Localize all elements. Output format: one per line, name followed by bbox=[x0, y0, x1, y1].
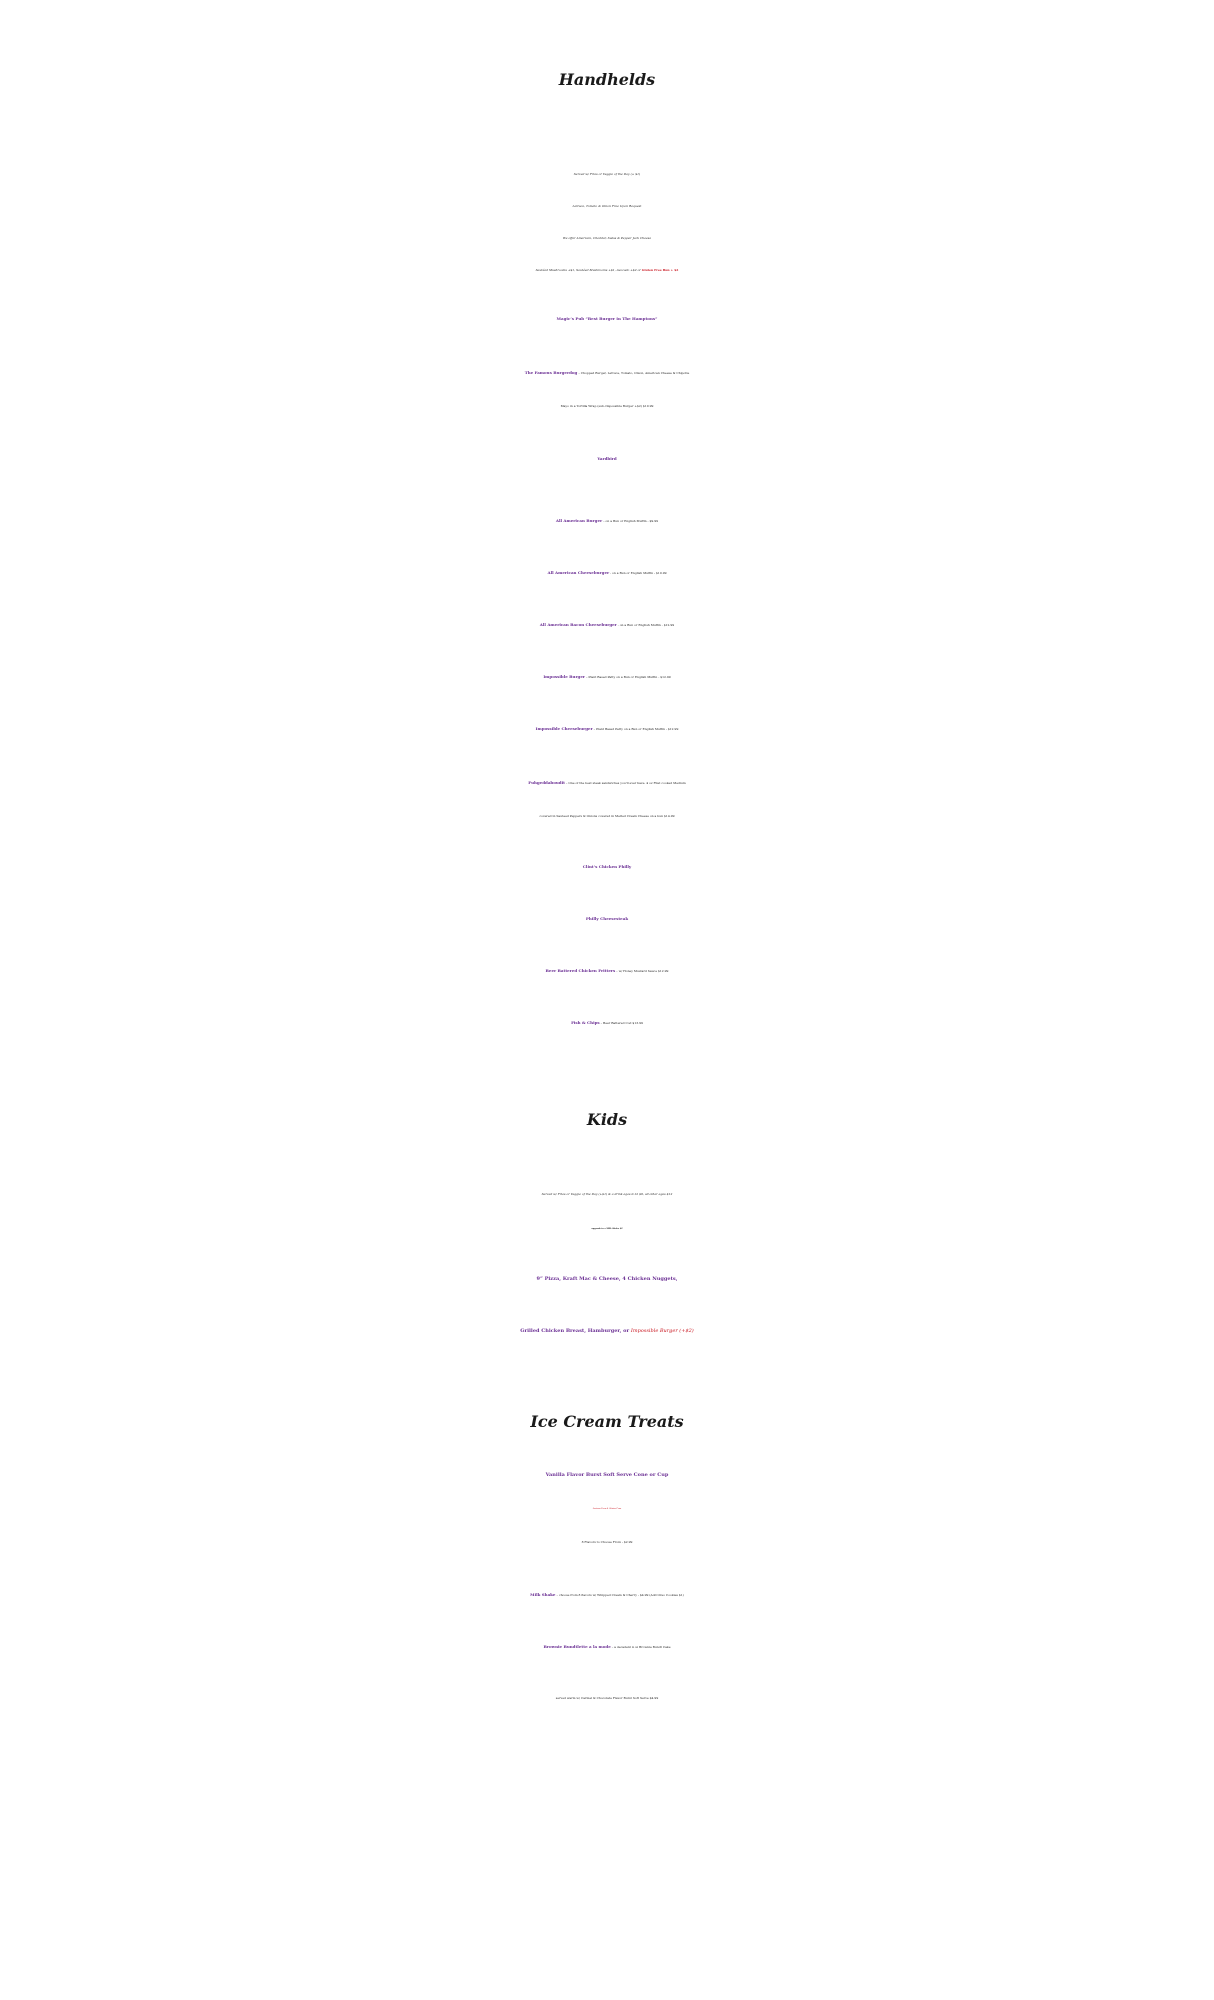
item-name: All American Cheeseburger bbox=[547, 570, 610, 575]
item-desc: - on a Bun or English Muffin - $12.99 bbox=[616, 623, 675, 627]
kids-upgrade: upgrade to a Milk Shake $2 bbox=[591, 1228, 623, 1230]
gluten-free-bun-note: Gluten Free Bun + $2 bbox=[641, 268, 679, 272]
menu-item-best-burger bbox=[0, 316, 1214, 321]
footer-line-4 bbox=[0, 1886, 1214, 1914]
footer-line-3 bbox=[0, 1858, 1214, 1886]
menu-item-clints-chicken-philly bbox=[0, 864, 1214, 869]
addons-text: Sautéed Mushrooms +$1, Sautéed Mushrooms +$1, Avocado +$2 or bbox=[535, 268, 642, 272]
item-desc: – on a Bun or English Muffin - $9.99 bbox=[602, 519, 659, 523]
handhelds-title: Handhelds bbox=[558, 70, 656, 89]
item-desc: – Plant Based Patty on a Bun or English Muffin - $12.99 bbox=[592, 727, 679, 731]
handhelds-intro-3: We offer American, Cheddar, Swiss & Pepper Jack Cheese bbox=[562, 236, 652, 240]
item-desc: – choose from 8 flavors w/ Whipped Cream & Cherry - $4.99 (Add Oreo Cookies $1) bbox=[555, 1593, 684, 1597]
menu-item-milk-shake bbox=[0, 1592, 1214, 1597]
footer-line-1 bbox=[0, 1802, 1214, 1830]
item-name: Brownie Bundtlette a la mode bbox=[543, 1644, 611, 1649]
item-name: Magic’s Pub “Best Burger in The Hamptons” bbox=[556, 316, 658, 321]
menu-item-fuhgeddaboudit-desc2: covered in Sauteed Peppers & Onions covered in Melted Cream Cheese on a bun $14.99 bbox=[539, 814, 675, 818]
kids-options-text: Grilled Chicken Breast, Hamburger, or bbox=[520, 1328, 631, 1334]
menu-item-burgerdog bbox=[0, 370, 1214, 375]
kids-title: Kids bbox=[586, 1110, 628, 1129]
kids-impossible-option: Impossible Burger (+$2) bbox=[630, 1328, 694, 1334]
item-desc: – One of the best steak sandwiches you’ll ever have. 4 oz Filet cooked Medium bbox=[564, 781, 686, 785]
item-name: Beer Battered Chicken Fritters bbox=[545, 968, 616, 973]
footer-line-2 bbox=[0, 1830, 1214, 1858]
ice-cream-title: Ice Cream Treats bbox=[530, 1412, 684, 1431]
handhelds-intro-2: Lettuce, Tomato & Onion Free Upon Request bbox=[572, 204, 642, 208]
menu-item-burgerdog-desc2: Mayo in a Tortilla Wrap (sub–Impossible Burger +$2) $10.99 bbox=[560, 404, 654, 408]
item-name: Impossible Burger bbox=[543, 674, 586, 679]
menu-item-all-american-cheeseburger bbox=[0, 570, 1214, 575]
item-desc: – a decadent 4 oz Brownie Bundt Cake bbox=[610, 1645, 671, 1649]
kids-intro: Served w/ Fries or Veggie of the Day (+$1) & a drink ages 0-12 $6, all other ages $12 bbox=[541, 1192, 673, 1196]
item-name: Impossible Cheeseburger bbox=[535, 726, 593, 731]
item-name: Fuhgeddaboudit bbox=[528, 780, 565, 785]
menu-item-all-american-burger bbox=[0, 518, 1214, 523]
item-desc: – Plant Based Patty on a Bun or English Muffin - $12.99 bbox=[585, 675, 671, 679]
item-desc: – w/ Honey Mustard Sauce $12.99 bbox=[615, 969, 669, 973]
menu-item-brownie bbox=[0, 1644, 1214, 1649]
item-name: All American Bacon Cheeseburger bbox=[539, 622, 617, 627]
handhelds-intro-1: Served w/ Fries or Veggie of the Day (+ $1) bbox=[573, 172, 641, 176]
kids-options-line2 bbox=[0, 1328, 1214, 1334]
menu-item-fish-and-chips bbox=[0, 1020, 1214, 1025]
menu-item-philly-cheesesteak bbox=[0, 916, 1214, 921]
menu-item-brownie-desc2: served warm w/ Carmel & Chocolate Flavor Burst Soft Serve $4.99 bbox=[555, 1696, 659, 1700]
kids-options-line1: 9” Pizza, Kraft Mac & Cheese, 4 Chicken Nuggets, bbox=[536, 1276, 678, 1282]
menu-item-yardbird bbox=[0, 456, 1214, 461]
menu-item-fuhgeddaboudit bbox=[0, 780, 1214, 785]
item-name: Milk Shake bbox=[530, 1592, 556, 1597]
item-name: Yardbird bbox=[597, 456, 617, 461]
item-desc: – Beer Battered Cod $13.99 bbox=[599, 1021, 643, 1025]
item-name: Clint’s Chicken Philly bbox=[582, 864, 632, 869]
vanilla-item-note: Lactose Free & Gluten Free bbox=[592, 1508, 622, 1510]
item-desc: - on a Bun or English Muffin - $10.99 bbox=[609, 571, 667, 575]
menu-item-impossible-burger bbox=[0, 674, 1214, 679]
menu-item-bacon-cheeseburger bbox=[0, 622, 1214, 627]
menu-item-impossible-cheeseburger bbox=[0, 726, 1214, 731]
item-name: Fish & Chips bbox=[571, 1020, 600, 1025]
item-name: All American Burger bbox=[555, 518, 603, 523]
item-name: Philly Cheesesteak bbox=[585, 916, 629, 921]
handhelds-intro-4 bbox=[0, 254, 1214, 286]
item-name: The Famous Burgerdog bbox=[524, 370, 578, 375]
item-desc: – Chopped Burger, Lettuce, Tomato, Onion, American Cheese & Chipotle bbox=[577, 371, 690, 375]
vanilla-item-desc: 8 Flavors to Choose From - $2.99 bbox=[581, 1540, 633, 1544]
vanilla-item-name: Vanilla Flavor Burst Soft Serve Cone or Cup bbox=[545, 1472, 669, 1478]
menu-item-chicken-fritters bbox=[0, 968, 1214, 973]
